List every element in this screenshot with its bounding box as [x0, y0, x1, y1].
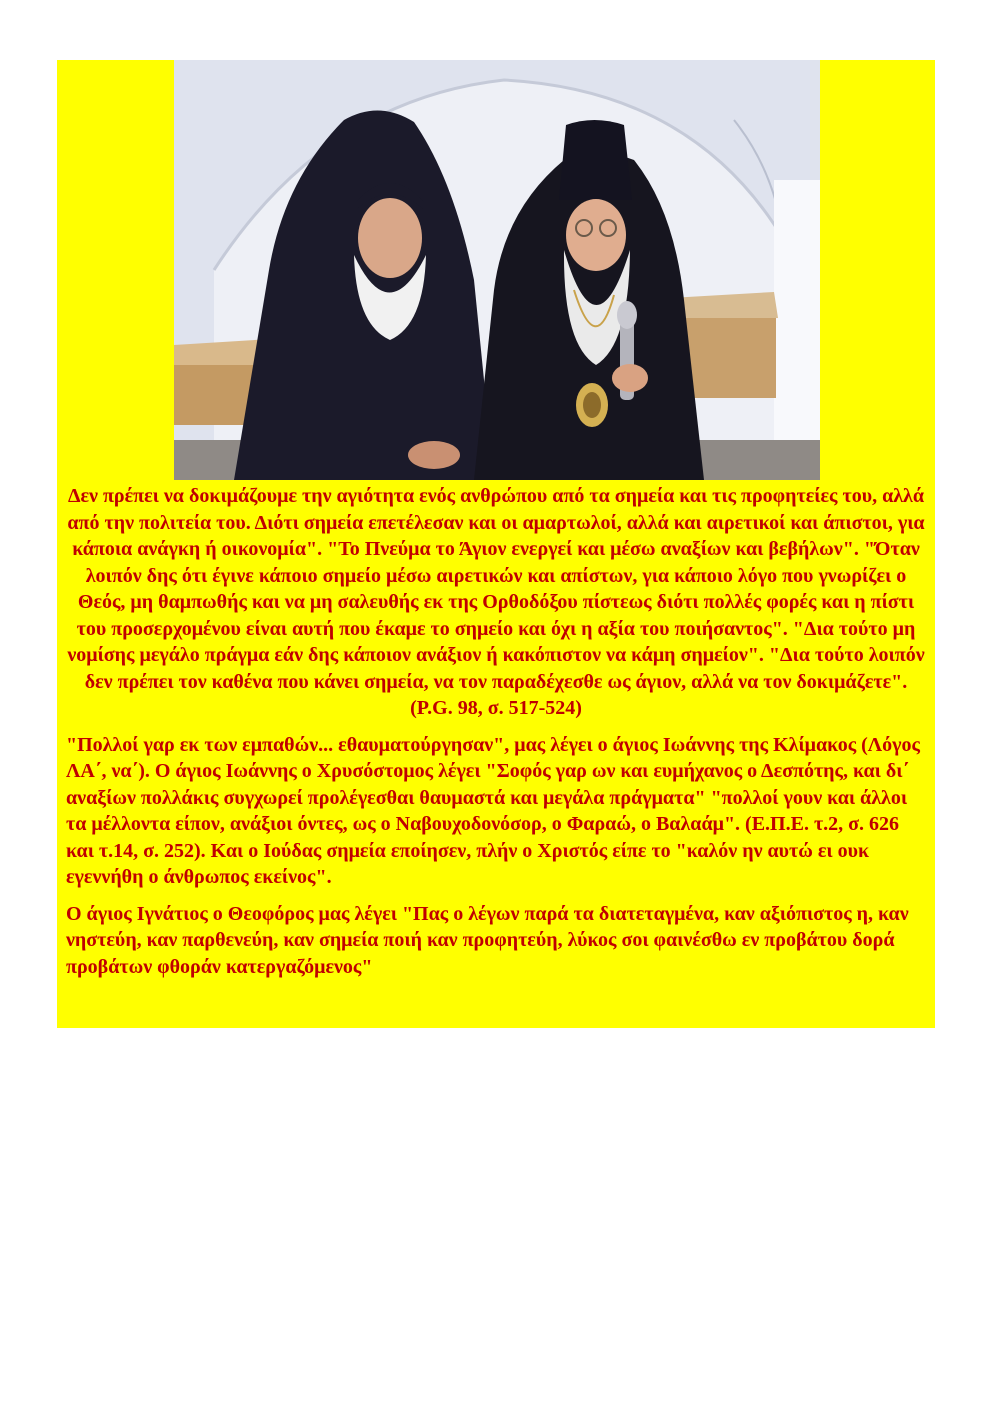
photo-illustration — [174, 60, 820, 480]
article-text — [63, 483, 929, 990]
paragraph-3: Ο άγιος Ιγνάτιος ο Θεοφόρος μας λέγει "Πας ο λέγων παρά τα διατεταγμένα, καν αξιόπιστος η, καν νηστεύη, καν παρθενεύη, καν σημεία ποιή καν προφητεύη, λύκος σοι φαινέσθω εν προβάτου δορά προβάτων φθοράν κατεργαζόμενος" — [66, 902, 909, 978]
content-panel — [57, 60, 935, 1028]
paragraph-1: Δεν πρέπει να δοκιμάζουμε την αγιότητα ενός ανθρώπου από τα σημεία και τις προφητείες του, αλλά από την πολιτεία του. Διότι σημεία επετέλεσαν και οι αμαρτωλοί, αλλά και αιρετικοί και άπιστοι, για κάποια ανάγκη ή οικονομία". "Το Πνεύμα το Άγιον ενεργεί και μέσω αναξίων και βεβήλων". "Όταν λοιπόν δης ότι έγινε κάποιο σημείο μέσω αιρετικών και απίστων, για κάποιο λόγο που γνωρίζει ο Θεός, μη θαμπωθής και να μη σαλευθής εκ της Ορθοδόξου πίστεως διότι πολλές φορές και η πίστι του προσερχομένου είναι αυτή που έκαμε το σημείο και όχι η αξία του ποιήσαντος". "Δια τούτο μη νομίσης μεγάλο πράγμα εάν δης κάποιον ανάξιον ή κακόπιστον να κάμη σημείον". "Δια τούτο λοιπόν δεν πρέπει τον καθένα που κάνει σημεία, να τον παραδέχεσθε ως άγιον, αλλά να τον δοκιμάζετε". (P.G. 98, σ. 517-524) — [67, 485, 925, 719]
photo-two-monks — [174, 60, 820, 480]
paragraph-2: "Πολλοί γαρ εκ των εμπαθών... εθαυματούργησαν", μας λέγει ο άγιος Ιωάννης της Κλίμακος (Λόγος ΛΑ΄, να΄). Ο άγιος Ιωάννης ο Χρυσόστομος λέγει "Σοφός γαρ ων και ευμήχανος ο Δεσπότης, και δι΄ αναξίων πολλάκις συγχωρεί προλέγεσθαι θαυμαστά και μεγάλα πράγματα" "πολλοί γουν και άλλοι τα μέλλοντα είπον, ανάξιοι όντες, ως ο Ναβουχοδονόσορ, ο Φαραώ, ο Βαλαάμ". (Ε.Π.Ε. τ.2, σ. 626 και τ.14, σ. 252). Και ο Ιούδας σημεία εποίησεν, πλήν ο Χριστός είπε το "καλόν ην αυτώ ει ουκ εγεννήθη ο άνθρωπος εκείνος". — [66, 733, 920, 888]
